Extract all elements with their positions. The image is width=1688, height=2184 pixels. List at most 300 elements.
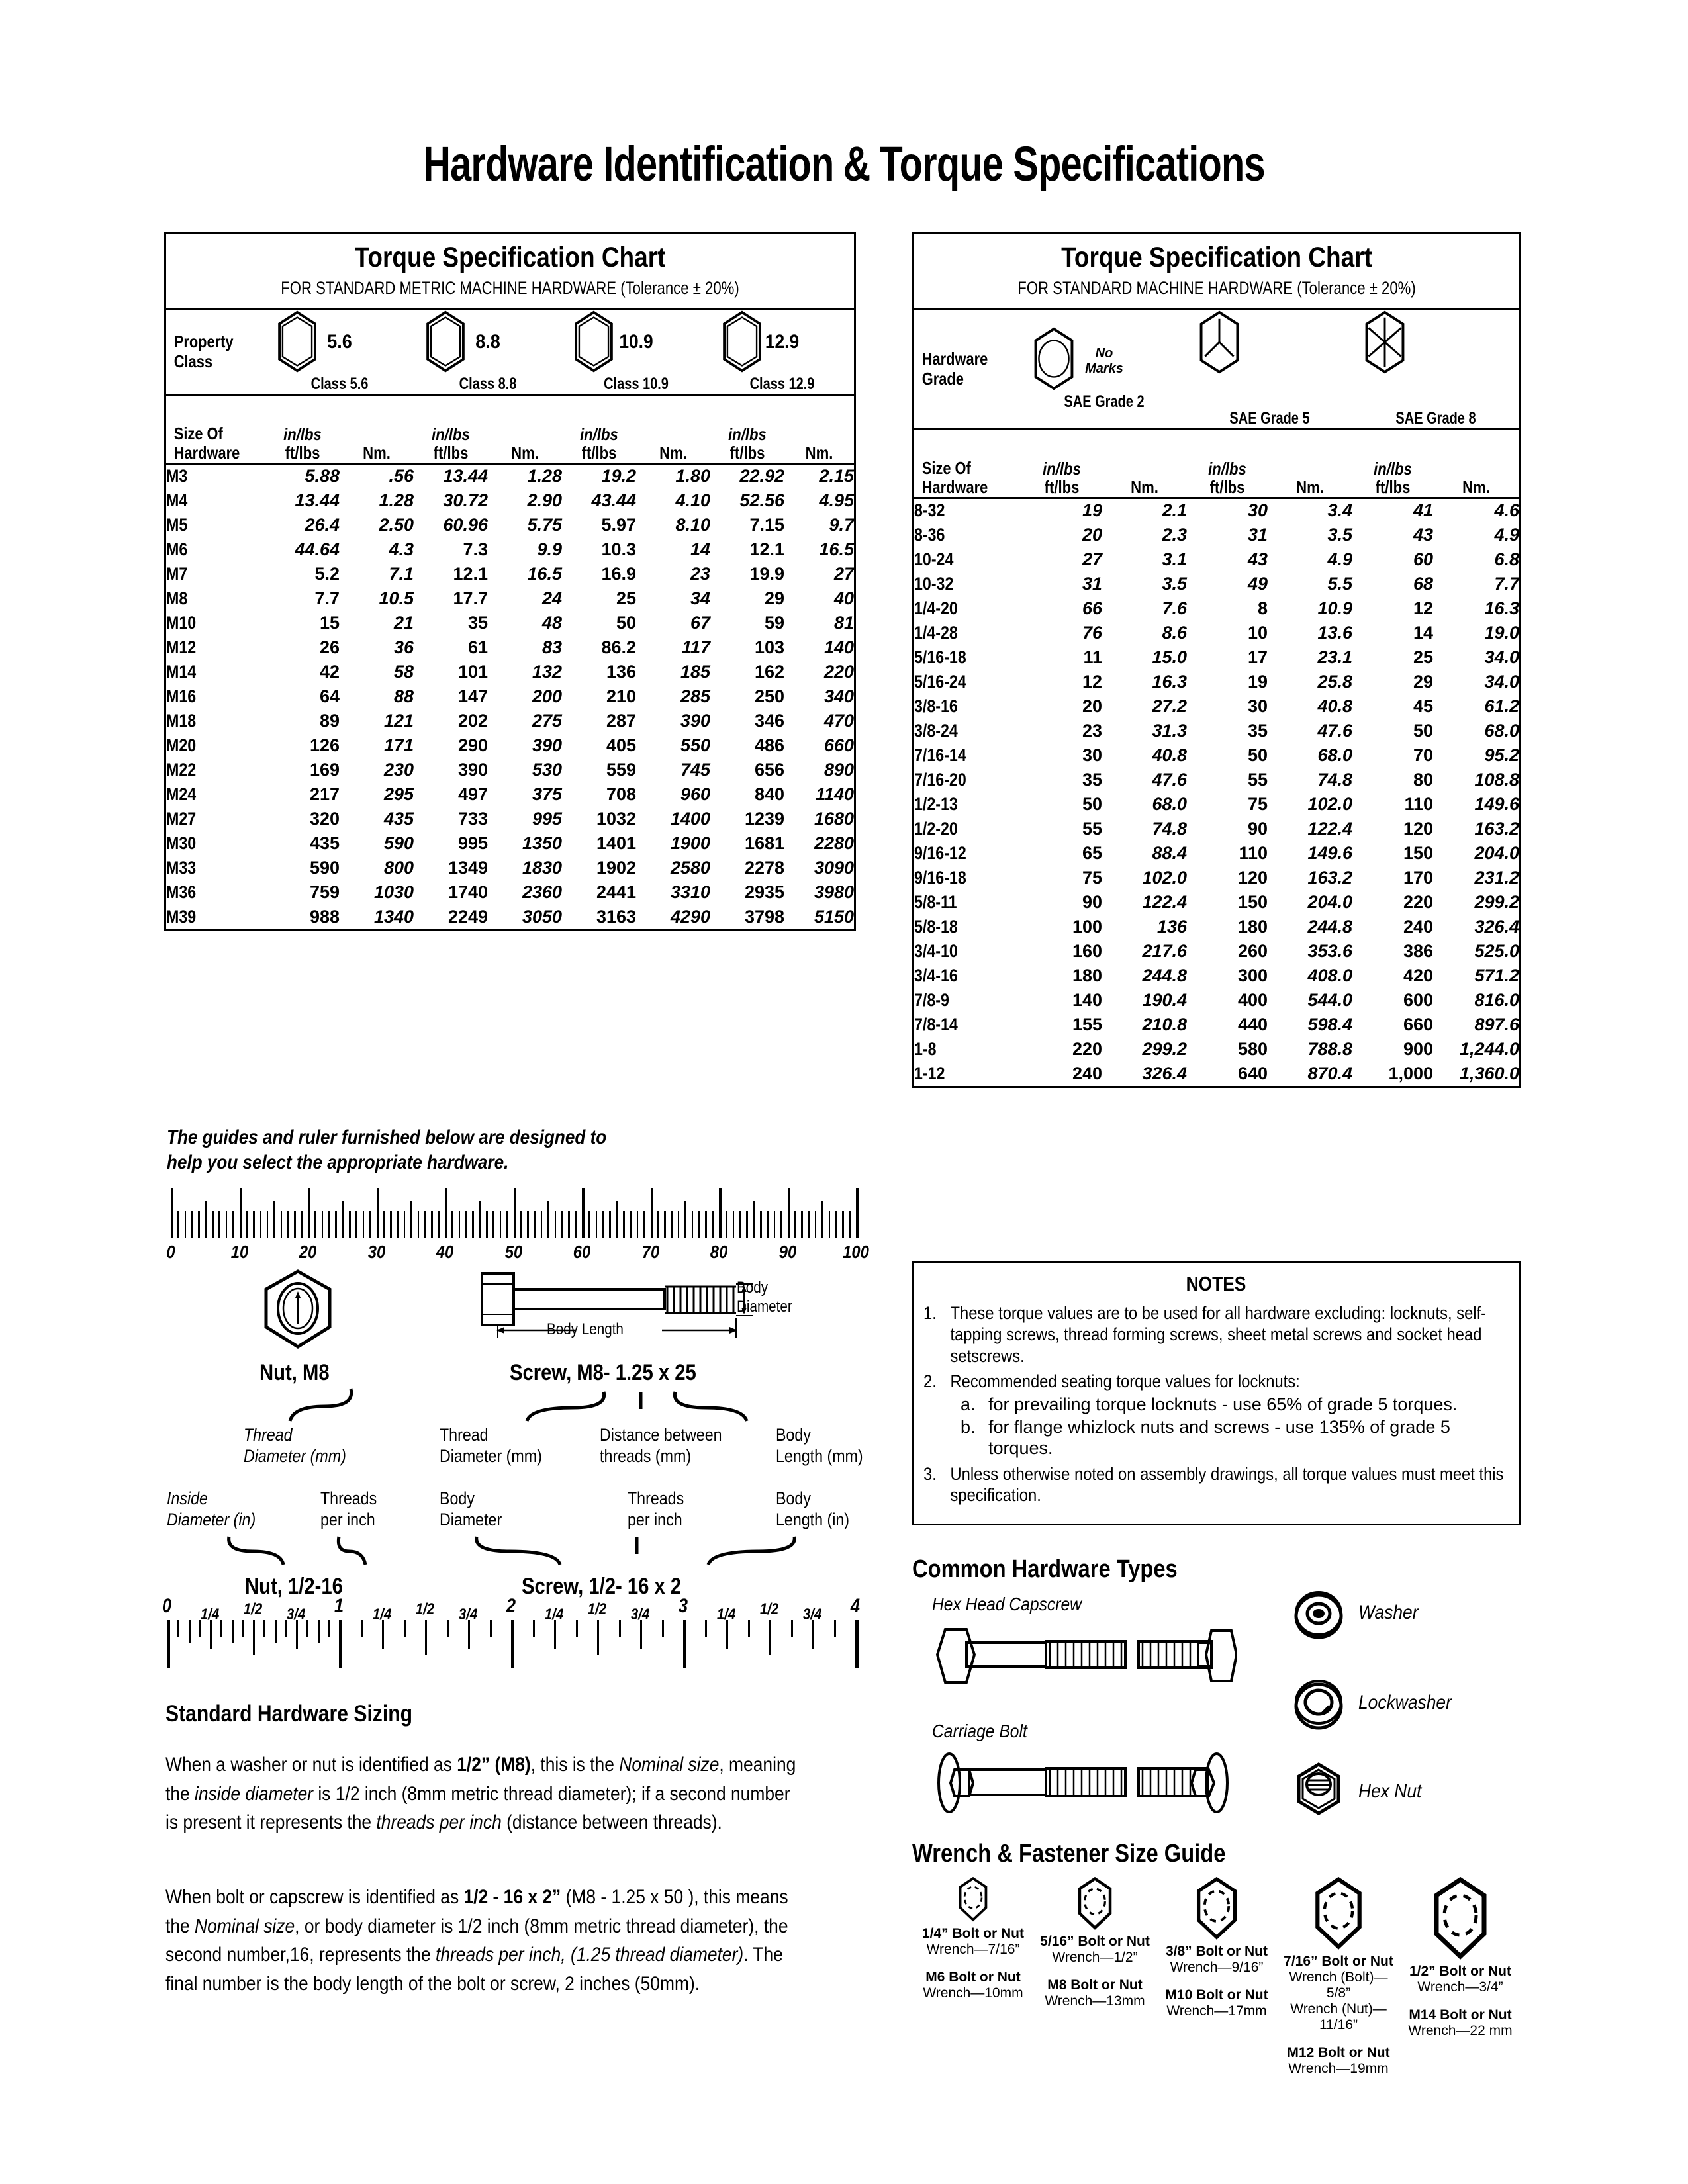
ruler-tick — [616, 1201, 618, 1238]
brace-screw-imperial — [463, 1534, 808, 1569]
ruler-tick — [349, 1211, 351, 1238]
ruler-label: 80 — [710, 1242, 728, 1262]
cell-nm: 590 — [383, 833, 414, 853]
wrench-metric-name: M6 Bolt or Nut — [925, 1969, 1021, 1985]
body-length-label: Body Length — [547, 1320, 624, 1338]
title-part-1: Hardware Identification — [423, 136, 834, 191]
cell-lbs: 13.44 — [295, 490, 340, 510]
hex-fastener-icon — [955, 1877, 991, 1922]
ruler-tick — [377, 1188, 379, 1238]
cell-lbs: 19.9 — [749, 563, 785, 584]
hex-fastener-icon — [1074, 1877, 1116, 1930]
table-row — [914, 915, 1519, 939]
table-row — [166, 513, 854, 537]
ruler-tick — [335, 1211, 337, 1238]
ruler-tick — [212, 1211, 214, 1238]
wrench-imperial-size: Wrench—9/16” — [1170, 1960, 1264, 1975]
metric-grade-mark-1: 8.8 — [475, 331, 500, 353]
table-row — [166, 635, 854, 660]
cell-nm: 1900 — [670, 833, 711, 853]
table-row — [166, 660, 854, 684]
row-size-label: M30 — [166, 833, 197, 853]
cell-lbs: 25 — [616, 588, 637, 608]
ruler-tick — [788, 1188, 790, 1238]
cell-lbs: 30 — [1247, 500, 1268, 521]
cell-nm: 7.1 — [389, 563, 414, 584]
cell-nm: 16.3 — [1152, 671, 1188, 692]
cell-lbs: 30 — [1082, 745, 1102, 765]
table-row — [914, 621, 1519, 645]
ruler-tick — [849, 1211, 851, 1238]
sae-spec-table — [914, 310, 1519, 1086]
cell-lbs: 23 — [1082, 720, 1102, 741]
cell-lbs: 217 — [309, 784, 340, 804]
cell-lbs: 52.56 — [739, 490, 785, 510]
cell-lbs: 29 — [765, 588, 785, 608]
cell-lbs: 1032 — [596, 808, 637, 829]
note-subitem — [923, 1394, 1509, 1415]
cell-lbs: 35 — [1082, 769, 1102, 790]
cell-lbs: 90 — [1247, 818, 1268, 839]
cell-lbs: 1239 — [744, 808, 785, 829]
ruler-fraction-label: 1/4 — [372, 1606, 392, 1623]
note-text: Recommended seating torque values for locknuts: — [950, 1371, 1300, 1392]
cell-nm: 171 — [383, 735, 414, 755]
screw-body-diameter-label: Body Diameter — [440, 1488, 502, 1530]
cell-lbs: 75 — [1247, 794, 1268, 814]
table-row — [914, 523, 1519, 547]
cell-nm: 1350 — [522, 833, 563, 853]
row-size-label: 5/16-18 — [914, 647, 966, 667]
row-size-label: 5/8-18 — [914, 916, 958, 936]
metric-unit-header-nm-1: Nm. — [511, 443, 539, 463]
cell-lbs: 988 — [309, 906, 340, 927]
cell-nm: 550 — [680, 735, 711, 755]
washer-icon — [1291, 1587, 1346, 1643]
cell-lbs: 5.97 — [601, 514, 637, 535]
ruler-tick — [511, 1620, 514, 1668]
wrench-guide-item — [1034, 1877, 1156, 2009]
ruler-fraction-label: 1/2 — [759, 1600, 779, 1618]
metric-grade-cell-0 — [265, 310, 414, 395]
cell-lbs: 19 — [1247, 671, 1268, 692]
cell-nm: 14 — [690, 539, 711, 559]
cell-lbs: 12.1 — [749, 539, 785, 559]
cell-lbs: 759 — [309, 882, 340, 902]
note-item — [923, 1302, 1505, 1367]
table-row — [914, 866, 1519, 890]
ruler-tick — [829, 1211, 831, 1238]
metric-unit-header-1: in/lbs ft/lbs — [432, 424, 470, 463]
cell-nm: 870.4 — [1307, 1063, 1353, 1083]
cell-lbs: 150 — [1237, 891, 1268, 912]
cell-nm: 544.0 — [1307, 989, 1353, 1010]
ruler-fraction-label: 1/2 — [587, 1600, 607, 1618]
ruler-fraction-label: 3/4 — [802, 1606, 822, 1623]
cell-lbs: 435 — [309, 833, 340, 853]
sae-unit-header-0: in/lbs ft/lbs — [1043, 458, 1081, 498]
cell-lbs: 346 — [754, 710, 785, 731]
ruler-tick — [760, 1211, 762, 1238]
cell-lbs: 16.9 — [601, 563, 637, 584]
cell-lbs: 35 — [1247, 720, 1268, 741]
ruler-tick — [514, 1188, 516, 1238]
ruler-tick — [821, 1201, 823, 1238]
ruler-tick — [492, 1211, 494, 1238]
ruler-tick — [692, 1211, 694, 1238]
ruler-tick — [719, 1188, 722, 1238]
cell-lbs: 386 — [1403, 940, 1434, 961]
cell-nm: 800 — [383, 857, 414, 878]
cell-nm: 231.2 — [1474, 867, 1520, 887]
cell-nm: 4.9 — [1327, 549, 1353, 569]
table-row — [166, 880, 854, 905]
cell-lbs: 10 — [1247, 622, 1268, 643]
screw-imperial-title: Screw, 1/2- 16 x 2 — [522, 1574, 682, 1599]
metric-grade-cell-2 — [562, 310, 710, 395]
cell-nm: 5.75 — [527, 514, 563, 535]
cell-nm: 1,244.0 — [1459, 1038, 1520, 1059]
table-row — [166, 488, 854, 513]
table-row — [914, 743, 1519, 768]
cell-lbs: 220 — [1403, 891, 1434, 912]
ruler-tick — [205, 1201, 207, 1238]
ruler-tick — [328, 1620, 330, 1637]
row-size-label: 5/16-24 — [914, 671, 966, 692]
cell-nm: 140 — [824, 637, 855, 657]
cell-lbs: 25 — [1413, 647, 1434, 667]
metric-spec-table — [166, 310, 854, 929]
cell-lbs: 50 — [1413, 720, 1434, 741]
ruler-tick — [815, 1211, 817, 1238]
wrench-metric-name: M10 Bolt or Nut — [1165, 1987, 1268, 2003]
ruler-tick — [198, 1211, 200, 1238]
cell-nm: 34 — [690, 588, 711, 608]
metric-unit-header-3: in/lbs ft/lbs — [728, 424, 767, 463]
cell-nm: 7.6 — [1162, 598, 1188, 618]
cell-lbs: 30.72 — [443, 490, 489, 510]
cell-lbs: 50 — [616, 612, 637, 633]
cell-nm: 4.6 — [1494, 500, 1520, 521]
ruler-tick — [397, 1211, 399, 1238]
ruler-label: 4 — [850, 1595, 861, 1617]
cell-nm: 190.4 — [1142, 989, 1188, 1010]
ruler-fraction-label: 1/2 — [415, 1600, 435, 1618]
ruler-label: 3 — [678, 1595, 688, 1617]
sae-unit-header-nm-1: Nm. — [1296, 477, 1324, 498]
cell-lbs: 287 — [606, 710, 637, 731]
cell-lbs: 7.15 — [749, 514, 785, 535]
cell-nm: 960 — [680, 784, 711, 804]
cell-nm: 230 — [383, 759, 414, 780]
metric-grade-label-3: Class 12.9 — [749, 375, 815, 393]
note-item — [923, 1371, 1505, 1392]
ruler-tick — [468, 1620, 470, 1649]
cell-nm: 15.0 — [1152, 647, 1188, 667]
ruler-label: 20 — [299, 1242, 317, 1262]
cell-lbs: 89 — [319, 710, 340, 731]
cell-lbs: 600 — [1403, 989, 1434, 1010]
metric-unit-header-2: in/lbs ft/lbs — [580, 424, 618, 463]
row-size-label: 9/16-18 — [914, 867, 966, 887]
ruler-tick — [534, 1211, 536, 1238]
cell-nm: 185 — [680, 661, 711, 682]
cell-nm: 5150 — [814, 906, 855, 927]
table-row — [914, 792, 1519, 817]
note-item — [923, 1463, 1505, 1506]
lockwasher-icon — [1291, 1674, 1346, 1733]
metric-grade-mark-2: 10.9 — [619, 331, 653, 353]
cell-lbs: 1740 — [447, 882, 489, 902]
screw-body-length-mm-label: Body Length (mm) — [776, 1425, 863, 1467]
ruler-tick — [472, 1211, 474, 1238]
cell-lbs: 640 — [1237, 1063, 1268, 1083]
cell-lbs: 210 — [606, 686, 637, 706]
metric-unit-header-nm-2: Nm. — [659, 443, 687, 463]
hex-fastener-icon — [1427, 1877, 1493, 1960]
cell-lbs: 497 — [457, 784, 489, 804]
note-text: Unless otherwise noted on assembly drawings, all torque values must meet this specification. — [950, 1463, 1504, 1506]
wrench-guide-item — [1399, 1877, 1521, 2039]
cell-lbs: 250 — [754, 686, 785, 706]
cell-lbs: 13.44 — [443, 466, 489, 486]
ruler-tick — [301, 1211, 303, 1238]
ruler-tick — [451, 1211, 453, 1238]
ruler-fraction-label: 3/4 — [630, 1606, 650, 1623]
table-row — [166, 709, 854, 733]
cell-nm: 435 — [383, 808, 414, 829]
cell-nm: 34.0 — [1484, 647, 1520, 667]
hex-head-capscrew-label: Hex Head Capscrew — [932, 1594, 1082, 1614]
table-row — [166, 856, 854, 880]
hex-nut-label: Hex Nut — [1358, 1780, 1422, 1802]
row-size-label: M27 — [166, 808, 197, 829]
cell-nm: 16.5 — [819, 539, 855, 559]
table-row — [166, 464, 854, 488]
row-size-label: 3/8-16 — [914, 696, 958, 716]
table-row — [914, 670, 1519, 694]
cell-nm: 5.5 — [1327, 573, 1353, 594]
ruler-tick — [561, 1211, 563, 1238]
ruler-tick — [242, 1620, 244, 1637]
ruler-tick — [520, 1211, 522, 1238]
cell-nm: 598.4 — [1307, 1014, 1353, 1034]
row-size-label: M12 — [166, 637, 197, 657]
body-diameter-label: Body Diameter — [737, 1279, 792, 1316]
cell-nm: 326.4 — [1142, 1063, 1188, 1083]
cell-nm: 295 — [383, 784, 414, 804]
cell-nm: 1.80 — [675, 466, 711, 486]
cell-nm: 299.2 — [1474, 891, 1520, 912]
row-size-label: 1/4-28 — [914, 622, 958, 643]
cell-lbs: 290 — [457, 735, 489, 755]
table-row — [166, 807, 854, 831]
cell-lbs: 147 — [457, 686, 489, 706]
cell-nm: 47.6 — [1317, 720, 1353, 741]
cell-nm: 220 — [824, 661, 855, 682]
cell-lbs: 15 — [319, 612, 340, 633]
cell-lbs: 103 — [754, 637, 785, 657]
ruler-tick — [306, 1620, 308, 1637]
ruler-label: 90 — [778, 1242, 796, 1262]
cell-nm: 375 — [532, 784, 563, 804]
cell-lbs: 5.2 — [314, 563, 340, 584]
ruler-tick — [383, 1211, 385, 1238]
cell-nm: 745 — [680, 759, 711, 780]
ruler-tick — [794, 1211, 796, 1238]
table-row — [914, 1062, 1519, 1086]
hex-nut-icon — [1291, 1760, 1346, 1819]
ruler-tick — [506, 1211, 508, 1238]
brace-nut-metric — [218, 1387, 391, 1424]
ruler-tick — [363, 1211, 365, 1238]
row-size-label: M16 — [166, 686, 197, 706]
cell-lbs: 68 — [1413, 573, 1434, 594]
cell-lbs: 1681 — [744, 833, 785, 853]
ruler-tick — [308, 1188, 310, 1238]
wrench-imperial-name: 1/2” Bolt or Nut — [1409, 1964, 1511, 1979]
wrench-guide-item — [1278, 1877, 1399, 2077]
ruler-tick — [842, 1211, 844, 1238]
ruler-tick — [698, 1211, 700, 1238]
cell-nm: 3050 — [522, 906, 563, 927]
cell-lbs: 55 — [1082, 818, 1102, 839]
note-sub-text: for flange whizlock nuts and screws - use 135% of grade 5 torques. — [988, 1416, 1450, 1459]
ruler-label: 10 — [230, 1242, 248, 1262]
cell-lbs: 17 — [1247, 647, 1268, 667]
cell-lbs: 260 — [1237, 940, 1268, 961]
cell-nm: 36 — [393, 637, 414, 657]
cell-lbs: 120 — [1237, 867, 1268, 887]
ruler-tick — [314, 1211, 316, 1238]
cell-nm: 3310 — [670, 882, 711, 902]
cell-lbs: 162 — [754, 661, 785, 682]
cell-nm: 408.0 — [1307, 965, 1353, 985]
ruler-tick — [318, 1620, 320, 1643]
ruler-label: 2 — [506, 1595, 516, 1617]
metric-grade-label-1: Class 8.8 — [459, 375, 517, 393]
title-part-2: Torque Specifications — [879, 136, 1265, 191]
cell-nm: 81 — [834, 612, 855, 633]
ruler-tick — [445, 1188, 447, 1238]
wrench-guide-item — [1156, 1877, 1278, 2019]
ruler-tick — [240, 1188, 242, 1238]
cell-lbs: 43 — [1247, 549, 1268, 569]
cell-nm: 40 — [834, 588, 855, 608]
note-marker: 1. — [923, 1303, 937, 1323]
table-row — [166, 831, 854, 856]
nut-diagram-icon — [252, 1267, 344, 1353]
row-size-label: M7 — [166, 563, 188, 584]
cell-lbs: 580 — [1237, 1038, 1268, 1059]
ruler-tick — [705, 1211, 707, 1238]
table-row — [166, 782, 854, 807]
row-size-label: 1/4-20 — [914, 598, 958, 618]
ruler-tick — [438, 1211, 440, 1238]
ruler-tick — [189, 1620, 191, 1643]
cell-lbs: 590 — [309, 857, 340, 878]
table-row — [914, 1013, 1519, 1037]
cell-nm: 48 — [541, 612, 563, 633]
table-row — [914, 890, 1519, 915]
cell-nm: 122.4 — [1142, 891, 1188, 912]
sae-grade-cell-0 — [1021, 310, 1187, 430]
row-size-label: 3/8-24 — [914, 720, 958, 741]
ruler-tick — [643, 1211, 645, 1238]
note-text: These torque values are to be used for all hardware excluding: locknuts, self-tapping screws, thread forming screws, sheet metal screws and socket head setscrews. — [950, 1303, 1487, 1366]
cell-lbs: 60.96 — [443, 514, 489, 535]
wrench-metric-size: Wrench—17mm — [1166, 2003, 1267, 2019]
cell-nm: 571.2 — [1474, 965, 1520, 985]
ruler-tick — [479, 1201, 481, 1238]
cell-lbs: 41 — [1413, 500, 1434, 521]
cell-lbs: 80 — [1413, 769, 1434, 790]
sae-grade-row — [914, 310, 1519, 430]
row-size-label: 7/8-14 — [914, 1014, 958, 1034]
cell-nm: 117 — [682, 637, 711, 657]
cell-lbs: 126 — [309, 735, 340, 755]
cell-nm: 390 — [532, 735, 563, 755]
ruler-tick — [533, 1620, 535, 1637]
row-size-label: 1/2-13 — [914, 794, 958, 814]
ruler-tick — [555, 1211, 557, 1238]
cell-lbs: 559 — [606, 759, 637, 780]
cell-nm: 88.4 — [1152, 842, 1188, 863]
cell-lbs: 120 — [1403, 818, 1434, 839]
metric-grade-label-0: Class 5.6 — [310, 375, 369, 393]
metric-grade-mark-0: 5.6 — [327, 331, 352, 353]
cell-nm: 1140 — [816, 784, 855, 804]
wrench-metric-size: Wrench—13mm — [1045, 1993, 1145, 2009]
cell-nm: 1340 — [373, 906, 414, 927]
table-row — [914, 547, 1519, 572]
cell-nm: 27.2 — [1152, 696, 1188, 716]
cell-lbs: 7.7 — [314, 588, 340, 608]
table-row — [914, 498, 1519, 523]
sae-grade-row-label: Hardware Grade — [921, 349, 988, 388]
cell-nm: 2.1 — [1162, 500, 1188, 521]
cell-lbs: 1902 — [596, 857, 637, 878]
ruler-fraction-label: 1/2 — [243, 1600, 263, 1618]
note-marker: 3. — [923, 1463, 937, 1484]
note-subitem — [923, 1416, 1509, 1459]
cell-nm: 4290 — [670, 906, 711, 927]
cell-lbs: 150 — [1403, 842, 1434, 863]
ruler-label: 0 — [166, 1242, 175, 1262]
cell-nm: 660 — [824, 735, 855, 755]
cell-lbs: 12 — [1413, 598, 1434, 618]
sae-units-row — [914, 430, 1519, 498]
ruler-tick — [459, 1211, 461, 1238]
nut-metric-title: Nut, M8 — [259, 1360, 330, 1385]
ruler-tick — [527, 1211, 529, 1238]
ruler-tick — [260, 1211, 262, 1238]
ruler-tick — [630, 1211, 632, 1238]
cell-nm: 3.5 — [1327, 524, 1353, 545]
wrench-metric-size: Wrench—22 mm — [1408, 2023, 1513, 2038]
cell-nm: 9.7 — [829, 514, 855, 535]
cell-nm: 68.0 — [1317, 745, 1353, 765]
cell-nm: 34.0 — [1484, 671, 1520, 692]
cell-nm: 108.8 — [1474, 769, 1520, 790]
cell-nm: 3090 — [814, 857, 855, 878]
screw-threads-per-inch-label: Threads per inch — [628, 1488, 684, 1530]
ruler-tick — [657, 1211, 659, 1238]
metric-chart-title: Torque Specification Chart — [354, 242, 666, 273]
ruler-tick — [623, 1211, 625, 1238]
row-size-label: 5/8-11 — [914, 891, 957, 912]
row-size-label: M36 — [166, 882, 197, 902]
